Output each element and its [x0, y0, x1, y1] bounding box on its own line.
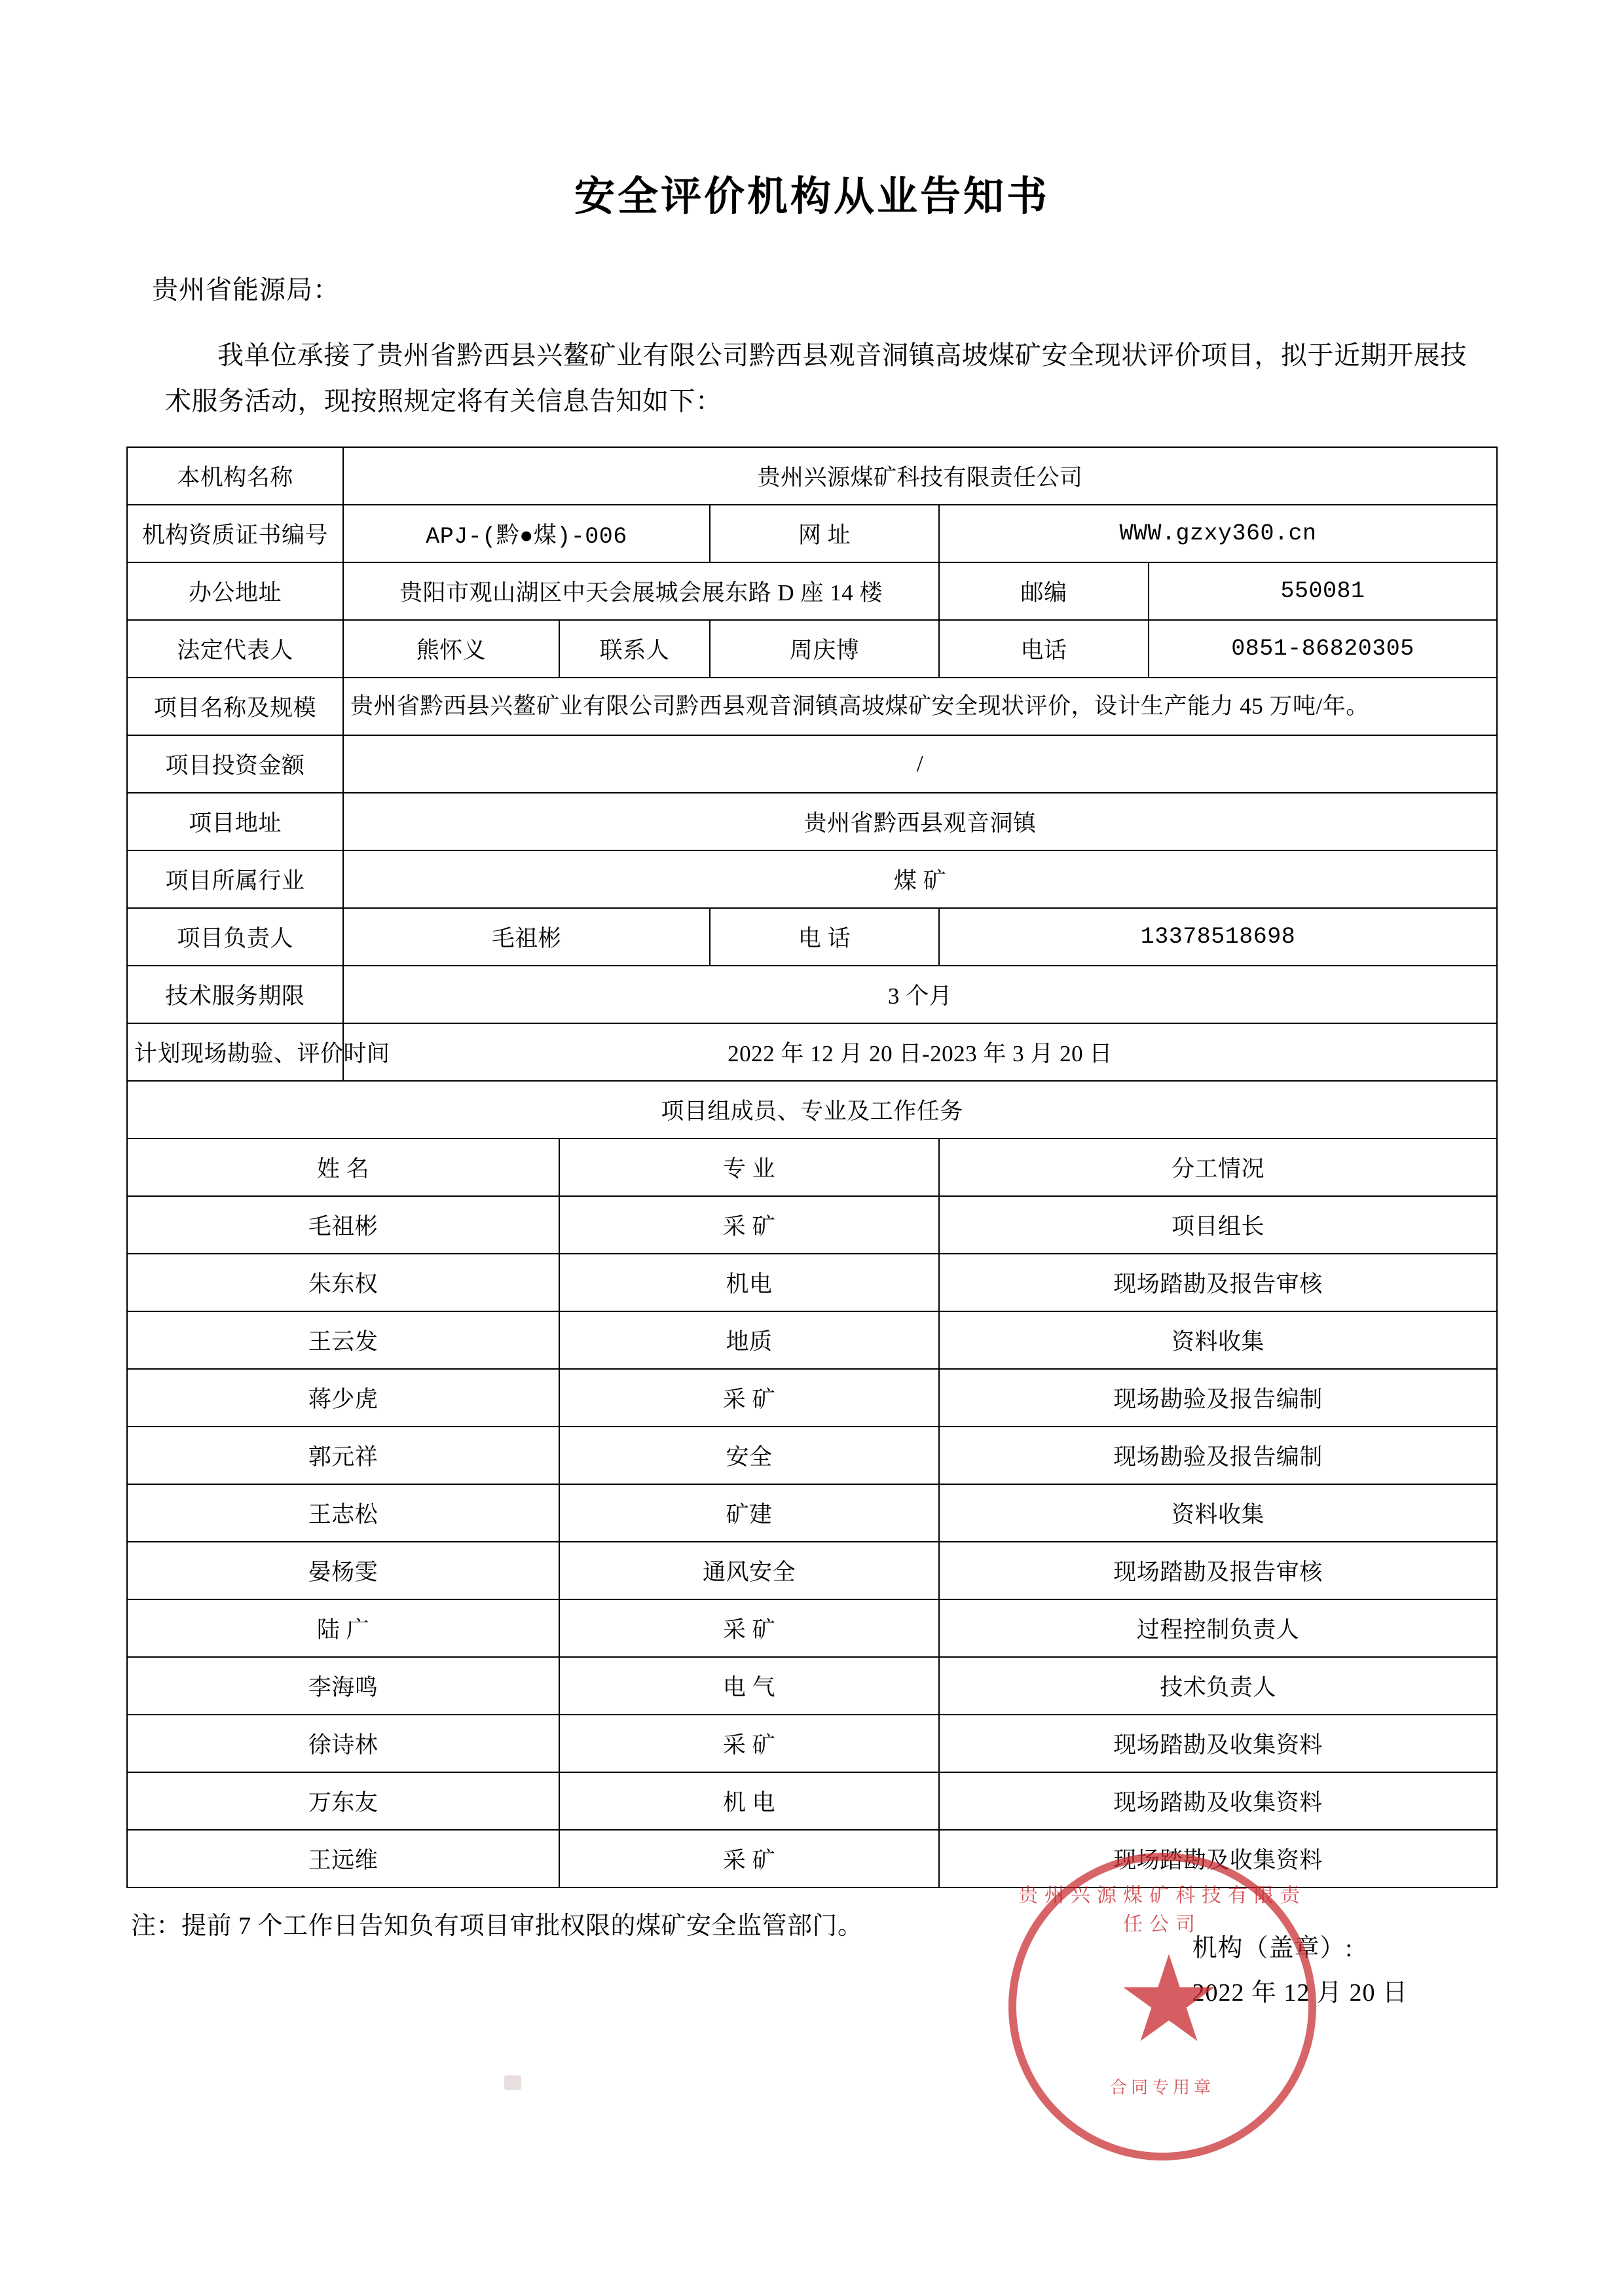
team-name: 郭元祥 — [127, 1427, 559, 1484]
team-task: 项目组长 — [939, 1196, 1497, 1254]
website-label: 网 址 — [710, 505, 939, 562]
table-row — [127, 1772, 1497, 1830]
table-row — [127, 1196, 1497, 1254]
contact-value: 周庆博 — [710, 620, 939, 678]
service-period-label: 技术服务期限 — [127, 966, 343, 1023]
team-name: 李海鸣 — [127, 1657, 559, 1715]
team-task: 过程控制负责人 — [939, 1599, 1497, 1657]
project-name-label: 项目名称及规模 — [127, 678, 343, 735]
project-address-label: 项目地址 — [127, 793, 343, 850]
project-leader-value: 毛祖彬 — [343, 908, 710, 966]
office-address-value: 贵阳市观山湖区中天会展城会展东路 D 座 14 楼 — [343, 562, 939, 620]
team-major: 采 矿 — [559, 1715, 939, 1772]
team-task: 现场踏勘及报告审核 — [939, 1254, 1497, 1311]
footer-note: 注：提前 7 个工作日告知负有项目审批权限的煤矿安全监管部门。 — [131, 1912, 863, 1940]
project-leader-label: 项目负责人 — [127, 908, 343, 966]
team-name: 蒋少虎 — [127, 1369, 559, 1427]
legal-rep-label: 法定代表人 — [127, 620, 343, 678]
team-section-heading: 项目组成员、专业及工作任务 — [127, 1081, 1497, 1139]
team-name: 晏杨雯 — [127, 1542, 559, 1599]
info-table — [126, 446, 1498, 1888]
team-col-major: 专 业 — [559, 1139, 939, 1196]
team-major: 安全 — [559, 1427, 939, 1484]
website-value: WWW.gzxy360.cn — [939, 505, 1497, 562]
team-task: 资料收集 — [939, 1484, 1497, 1542]
team-name: 毛祖彬 — [127, 1196, 559, 1254]
seal-top-text: 贵州兴源煤矿科技有限责任公司 — [1018, 1885, 1306, 1935]
table-row — [127, 1484, 1497, 1542]
team-task: 现场踏勘及收集资料 — [939, 1715, 1497, 1772]
team-major: 机 电 — [559, 1772, 939, 1830]
table-row — [127, 1657, 1497, 1715]
industry-value: 煤 矿 — [343, 850, 1497, 908]
service-period-value: 3 个月 — [343, 966, 1497, 1023]
team-task: 技术负责人 — [939, 1657, 1497, 1715]
team-major: 地质 — [559, 1311, 939, 1369]
cert-no-label: 机构资质证书编号 — [127, 505, 343, 562]
investment-label: 项目投资金额 — [127, 735, 343, 793]
team-name: 徐诗林 — [127, 1715, 559, 1772]
team-task: 现场踏勘及收集资料 — [939, 1830, 1497, 1887]
phone-value: 0851-86820305 — [1149, 620, 1497, 678]
table-row — [127, 1830, 1497, 1887]
table-row — [127, 1254, 1497, 1311]
leader-phone-label: 电 话 — [710, 908, 939, 966]
table-row — [127, 1023, 1497, 1081]
investment-value: / — [343, 735, 1497, 793]
table-row — [127, 620, 1497, 678]
seal-star-icon: ★ — [1120, 1948, 1219, 2056]
team-section-heading-row — [127, 1081, 1497, 1139]
table-row — [127, 678, 1497, 735]
team-major: 电 气 — [559, 1657, 939, 1715]
survey-time-label: 计划现场勘验、评价时间 — [127, 1023, 343, 1081]
office-address-label: 办公地址 — [127, 562, 343, 620]
postcode-value: 550081 — [1149, 562, 1497, 620]
team-major: 采 矿 — [559, 1830, 939, 1887]
team-major: 采 矿 — [559, 1196, 939, 1254]
team-name: 王云发 — [127, 1311, 559, 1369]
postcode-label: 邮编 — [939, 562, 1149, 620]
table-row — [127, 966, 1497, 1023]
team-task: 现场踏勘及报告审核 — [939, 1542, 1497, 1599]
table-row — [127, 908, 1497, 966]
signature-date: 2022 年 12 月 20 日 — [1192, 1979, 1408, 2007]
team-name: 王志松 — [127, 1484, 559, 1542]
paper-smudge — [504, 2075, 521, 2090]
team-major: 机电 — [559, 1254, 939, 1311]
phone-label: 电话 — [939, 620, 1149, 678]
org-seal-label: 机构（盖章）: — [1192, 1935, 1354, 1962]
table-row — [127, 1311, 1497, 1369]
cert-no-value: APJ-(黔●煤)-006 — [343, 505, 710, 562]
org-name-value: 贵州兴源煤矿科技有限责任公司 — [343, 447, 1497, 505]
team-task: 现场勘验及报告编制 — [939, 1427, 1497, 1484]
team-task: 现场踏勘及收集资料 — [939, 1772, 1497, 1830]
team-col-name: 姓 名 — [127, 1139, 559, 1196]
table-row — [127, 505, 1497, 562]
team-major: 矿建 — [559, 1484, 939, 1542]
table-row — [127, 447, 1497, 505]
org-name-label: 本机构名称 — [127, 447, 343, 505]
table-row — [127, 1542, 1497, 1599]
project-address-value: 贵州省黔西县观音洞镇 — [343, 793, 1497, 850]
table-row — [127, 735, 1497, 793]
contact-label: 联系人 — [559, 620, 710, 678]
industry-label: 项目所属行业 — [127, 850, 343, 908]
intro-paragraph: 我单位承接了贵州省黔西县兴鳌矿业有限公司黔西县观音洞镇高坡煤矿安全现状评价项目，拟于近期开展技术服务活动，现按照规定将有关信息告知如下： — [165, 340, 1467, 416]
table-row — [127, 1599, 1497, 1657]
leader-phone-value: 13378518698 — [939, 908, 1497, 966]
survey-time-value: 2022 年 12 月 20 日-2023 年 3 月 20 日 — [343, 1023, 1497, 1081]
project-name-value: 贵州省黔西县兴鳌矿业有限公司黔西县观音洞镇高坡煤矿安全现状评价，设计生产能力 45 万吨/年。 — [343, 678, 1497, 735]
team-task: 现场勘验及报告编制 — [939, 1369, 1497, 1427]
team-name: 万东友 — [127, 1772, 559, 1830]
team-name: 陆 广 — [127, 1599, 559, 1657]
team-major: 采 矿 — [559, 1369, 939, 1427]
team-header-row — [127, 1139, 1497, 1196]
team-major: 采 矿 — [559, 1599, 939, 1657]
team-task: 资料收集 — [939, 1311, 1497, 1369]
table-row — [127, 562, 1497, 620]
team-major: 通风安全 — [559, 1542, 939, 1599]
table-row — [127, 793, 1497, 850]
page-title: 安全评价机构从业告知书 — [574, 175, 1050, 219]
team-col-task: 分工情况 — [939, 1139, 1497, 1196]
signature-block — [1192, 1926, 1408, 2016]
team-name: 朱东权 — [127, 1254, 559, 1311]
table-row — [127, 1427, 1497, 1484]
legal-rep-value: 熊怀义 — [343, 620, 559, 678]
team-name: 王远维 — [127, 1830, 559, 1887]
addressee-line: 贵州省能源局： — [152, 275, 340, 304]
table-row — [127, 1715, 1497, 1772]
table-row — [127, 850, 1497, 908]
table-row — [127, 1369, 1497, 1427]
seal-bottom-text: 合同专用章 — [1109, 2078, 1215, 2097]
